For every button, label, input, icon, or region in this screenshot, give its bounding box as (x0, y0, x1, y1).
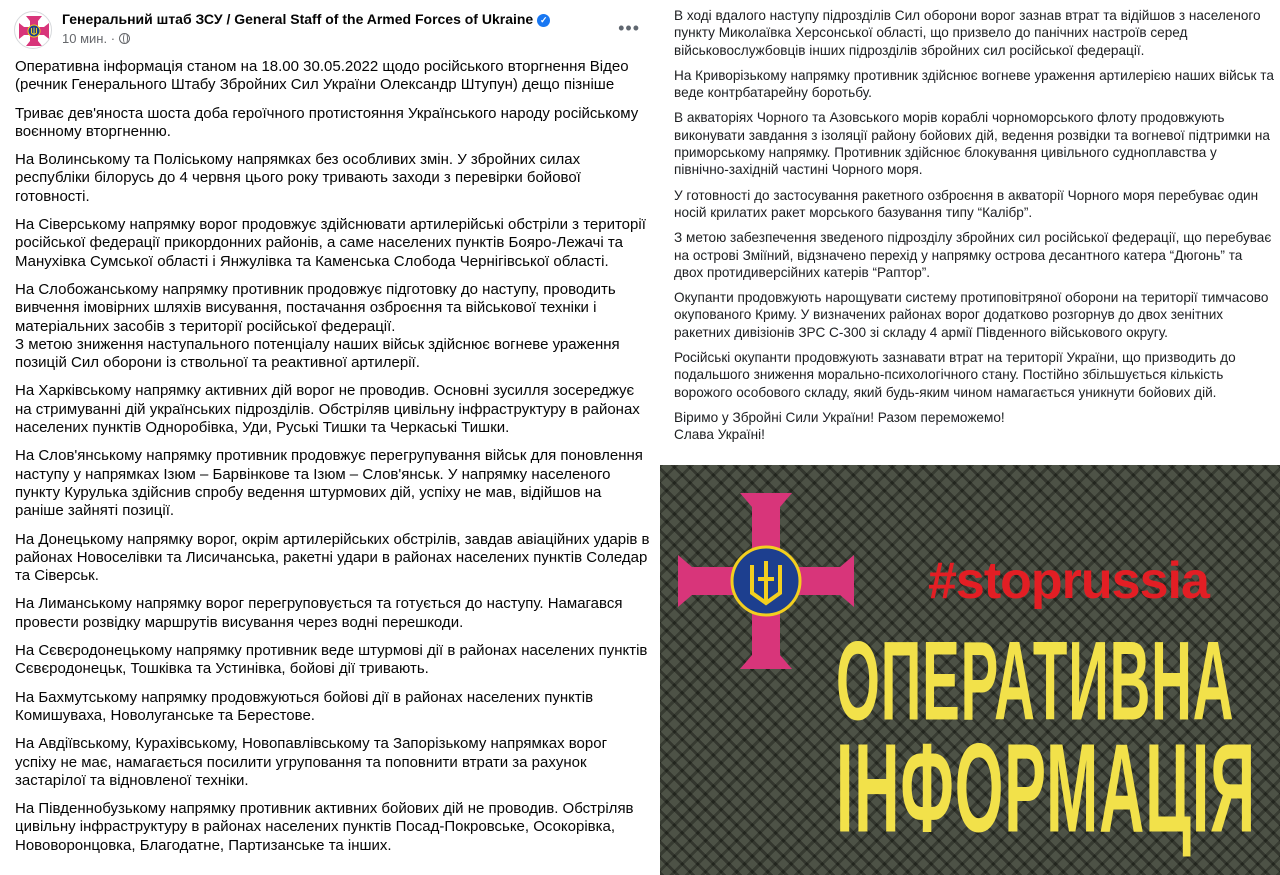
post-paragraph: На Бахмутському напрямку продовжуються бойові дії в районах населених пунктів Комишуваха, Новолуганське та Берестове. (15, 688, 594, 724)
banner-title-line1: ОПЕРАТИВНА (836, 618, 1235, 745)
post-header (14, 8, 646, 50)
verified-badge-icon: ✓ (537, 14, 550, 27)
post-text (15, 58, 651, 865)
banner-title-line2: ІНФОРМАЦІЯ (836, 718, 1257, 860)
post-paragraph: На Слобожанському напрямку противник продовжує підготовку до наступу, проводить вивчення імовірних шляхів висування, постачання озброєння та військової техніки і матеріальних засобів з території російської федерації. З метою зниження наступального потенціалу наших військ здійснює вогневе ураження позицій Сил оборони із ствольної та реактивної артилерії. (15, 280, 620, 372)
page-avatar[interactable] (14, 11, 52, 49)
post-paragraph: На Південнобузькому напрямку противник активних бойових дій не проводив. Обстріляв цивільну інфраструктуру в районах населених пунктів Посад-Покровське, Осокорівка, Нововоронцовка, Благодатне, Партизанське та інших. (15, 800, 634, 854)
post-meta (62, 31, 130, 46)
post-paragraph: На Криворізькому напрямку противник здійснює вогневе ураження артилерією наших військ та веде контрбатарейну боротьбу. (674, 67, 1274, 101)
post-paragraph: На Лиманському напрямку ворог перегруповується та готується до наступу. Намагався провести розвідку маршрутів висування через водні перешкоди. (15, 595, 623, 631)
post-paragraph: На Авдіївському, Курахівському, Новопавлівському та Запорізькому напрямках ворог успіху не має, намагається посилити угруповання та поповнити втрати за рахунок застарілої та відновленої техніки. (15, 735, 608, 789)
post-paragraph: Окупанти продовжують нарощувати систему протиповітряної оборони на території тимчасово окупованого Криму. У визначених районах ворог додатково розгорнув до двох зенітних ракетних дивізіонів ЗРС С-300 зі складу 4 армії Південного військового округу. (674, 290, 1269, 340)
continuation-text (674, 7, 1274, 452)
post-author-name[interactable]: Генеральний штаб ЗСУ / General Staff of the Armed Forces of Ukraine (62, 11, 534, 27)
right-column (660, 0, 1280, 875)
post-paragraph: Триває дев'яноста шоста доба героїчного протистояння Українського народу російському воєнному вторгненню. (15, 104, 639, 140)
post-paragraph: На Сєвєродонецькому напрямку противник веде штурмові дії в районах населених пунктів Сєвєродонецьк, Тошківка та Устинівка, бойові дії тривають. (15, 642, 648, 678)
post-paragraph: На Волинському та Поліському напрямках без особливих змін. У збройних силах республіки білорусь до 4 червня цього року тривають заходи з перевірки бойової готовності. (15, 151, 581, 205)
post-continuation (660, 0, 1280, 465)
operational-info-banner (660, 465, 1280, 875)
more-options-button[interactable] (618, 18, 640, 39)
post-paragraph: В ході вдалого наступу підрозділів Сил оборони ворог зазнав втрат та відійшов з населеного пункту Миколаївка Херсонської області, що призвело до панічних настроїв серед військовослужбовців інших підрозділів збройних сил російської федерації. (674, 8, 1261, 58)
more-horizontal-icon: ••• (618, 18, 640, 38)
meta-separator: · (110, 31, 116, 46)
globe-icon (119, 33, 130, 44)
post-timestamp[interactable]: 10 мин. (62, 31, 108, 46)
post-paragraph: На Сіверському напрямку ворог продовжує здійснювати артилерійські обстріли з території російської федерації прикордонних районів, а саме населених пунктів Бояро-Лежачі та Манухівка Сумської області і Янжулівка та Каменська Слобода Чернігівської області. (15, 216, 646, 270)
stoprussia-hashtag: #stoprussia (928, 552, 1209, 610)
post-paragraph: На Харківському напрямку активних дій ворог не проводив. Основні зусилля зосереджує на стримуванні дій українських підрозділів. Обстріляв цивільну інфраструктуру в районах населених пунктів Одноробівка, Уди, Руські Тишки та Черкаські Тишки. (15, 382, 640, 437)
post-paragraph: Віримо у Збройні Сили України! Разом переможемо! Слава Україні! (674, 409, 1005, 443)
post-paragraph: Російські окупанти продовжують зазнавати втрат на території України, що призводить до подальшого зниження морально-психологічного стану. Постійно збільшується кількість ворожого особового складу, який будь-яким чином намагається уникнути бойових дій. (674, 350, 1236, 400)
post-author[interactable] (62, 11, 550, 27)
armed-forces-cross-emblem-icon (678, 493, 854, 669)
post-paragraph: На Слов'янському напрямку противник продовжує перегрупування військ для поновлення наступу у напрямках Ізюм – Барвінкове та Ізюм – Слов'янськ. У напрямку населеного пункту Курулька здійснив спробу ведення штурмових дій, успіху не мав, відійшов на раніше зайняті позиції. (15, 447, 643, 520)
post-paragraph: У готовності до застосування ракетного озброєння в акваторії Чорного моря перебуває один носій крилатих ракет морського базування типу “Калібр”. (674, 187, 1259, 220)
post-paragraph: З метою забезпечення зведеного підрозділу збройних сил російської федерації, що перебуває на острові Зміїний, відзначено перехід у напрямку острова десантного катера “Дюгонь” та двох протидиверсійних катерів “Раптор”. (674, 230, 1272, 280)
armed-forces-emblem-icon (15, 12, 52, 49)
post-paragraph: В акваторіях Чорного та Азовського морів кораблі чорноморського флоту продовжують виконувати завдання з ізоляції району бойових дій, ведення розвідки та вогневої підтримки на приморському напрямку. Противник здійснює блокування цивільного судноплавства у північно-західній частині Чорного моря. (674, 110, 1270, 178)
post-paragraph: На Донецькому напрямку ворог, окрім артилерійських обстрілів, завдав авіаційних ударів в районах Новоселівки та Лисичанська, ракетні удари в районах населених пунктів Соледар та Сіверськ. (15, 530, 650, 585)
post-paragraph: Оперативна інформація станом на 18.00 30.05.2022 щодо російського вторгнення Відео (речник Генерального Штабу Збройних Сил України Олександр Штупун) дещо пізніше (15, 58, 629, 94)
